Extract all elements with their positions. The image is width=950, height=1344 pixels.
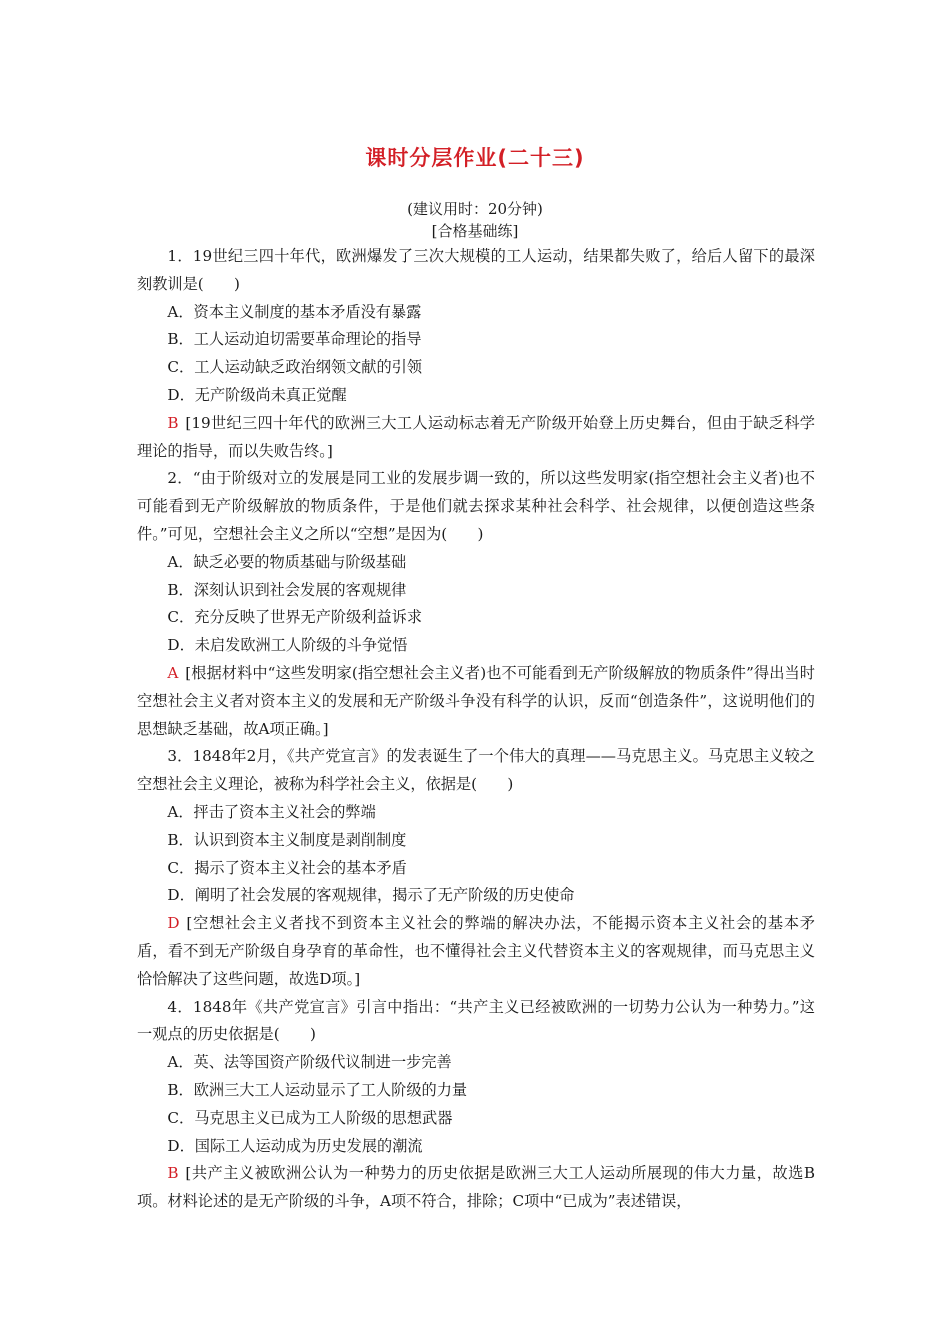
option-a: A．抨击了资本主义社会的弊端 <box>167 802 376 821</box>
question-block <box>137 994 815 1216</box>
option-c: C．工人运动缺乏政治纲领文献的引领 <box>167 358 423 377</box>
answer-explanation <box>137 1160 815 1216</box>
answer-explanation <box>137 660 815 743</box>
explanation-text: [共产主义被欧洲公认为一种势力的历史依据是欧洲三大工人运动所展现的伟大力量，故选B项。材料论述的是无产阶级的斗争，A项不符合，排除；C项中“已成为”表述错误， <box>137 1164 815 1211</box>
explanation-text: [19世纪三四十年代的欧洲三大工人运动标志着无产阶级开始登上历史舞台，但由于缺乏科学理论的指导，而以失败告终。] <box>137 413 815 460</box>
option-c: C．马克思主义已成为工人阶级的思想武器 <box>167 1108 453 1127</box>
option-d: D．阐明了社会发展的客观规律，揭示了无产阶级的历史使命 <box>167 886 575 905</box>
time-note: (建议用时：20分钟) <box>407 200 543 218</box>
page-title: 课时分层作业(二十三) <box>365 146 585 170</box>
option-c: C．充分反映了世界无产阶级利益诉求 <box>167 608 423 627</box>
option-d: D．国际工人运动成为历史发展的潮流 <box>167 1136 423 1155</box>
question-block <box>137 243 815 465</box>
answer-explanation <box>137 910 815 993</box>
answer-letter: A <box>167 663 179 682</box>
option-d: D．无产阶级尚未真正觉醒 <box>167 385 347 404</box>
question-list <box>137 243 815 1216</box>
option-c: C．揭示了资本主义社会的基本矛盾 <box>167 858 407 877</box>
option-b: B．欧洲三大工人运动显示了工人阶级的力量 <box>167 1080 468 1099</box>
answer-letter: D <box>167 914 180 933</box>
question-stem: 3．1848年2月，《共产党宣言》的发表诞生了一个伟大的真理——马克思主义。马克思主义较之空想社会主义理论，被称为科学社会主义，依据是( ) <box>137 747 815 794</box>
option-a: A．资本主义制度的基本矛盾没有暴露 <box>167 302 422 321</box>
option-a: A．缺乏必要的物质基础与阶级基础 <box>167 552 407 571</box>
option-b: B．深刻认识到社会发展的客观规律 <box>167 580 407 599</box>
answer-letter: B <box>167 1164 179 1183</box>
answer-explanation <box>137 410 815 466</box>
answer-letter: B <box>167 413 179 432</box>
explanation-text: [根据材料中“这些发明家(指空想社会主义者)也不可能看到无产阶级解放的物质条件”得出当时空想社会主义者对资本主义的发展和无产阶级斗争没有科学的认识，反而“创造条件”，这说明他们的思想缺乏基础，故A项正确。] <box>137 663 815 738</box>
option-b: B．工人运动迫切需要革命理论的指导 <box>167 330 422 349</box>
question-stem: 4．1848年《共产党宣言》引言中指出：“共产主义已经被欧洲的一切势力公认为一种势力。”这一观点的历史依据是( ) <box>137 997 815 1044</box>
option-b: B．认识到资本主义制度是剥削制度 <box>167 830 407 849</box>
option-a: A．英、法等国资产阶级代议制进一步完善 <box>167 1053 452 1072</box>
question-stem: 1．19世纪三四十年代，欧洲爆发了三次大规模的工人运动，结果都失败了，给后人留下的最深刻教训是( ) <box>137 247 815 293</box>
question-stem: 2．“由于阶级对立的发展是同工业的发展步调一致的，所以这些发明家(指空想社会主义者)也不可能看到无产阶级解放的物质条件，于是他们就去探求某种社会科学、社会规律，以便创造这些条件。”可见，空想社会主义之所以“空想”是因为( ) <box>137 469 815 543</box>
section-label: [合格基础练] <box>431 222 519 240</box>
option-d: D．未启发欧洲工人阶级的斗争觉悟 <box>167 636 408 655</box>
question-block <box>137 465 815 743</box>
explanation-text: [空想社会主义者找不到资本主义社会的弊端的解决办法，不能揭示资本主义社会的基本矛盾，看不到无产阶级自身孕育的革命性，也不懂得社会主义代替资本主义的客观规律，而马克思主义恰恰解决了这些问题，故选D项。] <box>137 914 815 988</box>
question-block <box>137 743 815 993</box>
